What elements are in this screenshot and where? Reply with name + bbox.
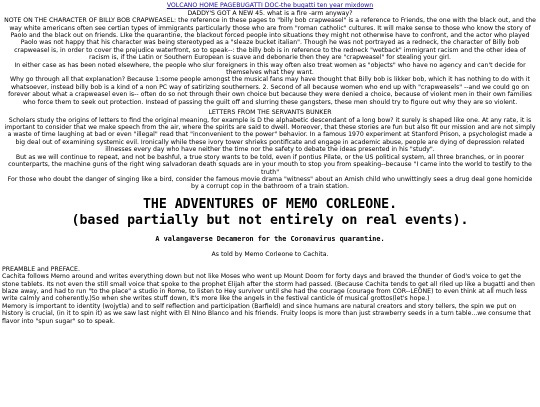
header (0, 2, 540, 10)
bugatti-doc-link[interactable]: BUGATTI DOC-the bugatti ten year mixdown (236, 2, 374, 9)
note-paragraph: In either case as has been noted elsewhere, the people who slur foreigners in this way often also treat women as "objects" who have no agency and can't decide for themselves what they want. (14, 61, 526, 77)
letters-paragraph: Scholars study the origins of letters to find the original meaning, for example is D the alphabetic descendant of a long bow? it surely is shaped like one. At any rate, it is important to consider that we make speech from the air, where the spirits are said to dwell. Moreover, that these stories are fun but also fit our mission and are not simply a waste of time laughing at bad or even "illegal" read that "inconvenient to the power" behavior. In a famous 1970 experiment at Stanford Prison, a psychologist made a big deal out of examining systemic evil. Ironically while these ivory tower shrieks pontificate and engage in academic abuse, people are dying of depression related illnesses every day who have neither the time nor the safety to debate the ideas presented in his "study". (4, 116, 536, 154)
letters-paragraph: But as we will continue to repeat, and not be bashful, a true story wants to be told, even if pontius Pilate, or the US political system, all three branches, or in poorer counterparts, the machine guns of the right wing salvadoran death squads are in your mouth to stop you from speaking--because "I came into the world to testify to the truth" (8, 153, 532, 176)
letters-heading: LETTERS FROM THE SERVANTS BUNKER (208, 109, 332, 117)
told-by-line: As told by Memo Corleone to Cachita. (211, 250, 329, 258)
preamble-heading: PREAMBLE and PREFACE. (2, 265, 80, 273)
preamble-paragraph: Memory is important to identity (wojytla) and to self reflection and participation (Barfield) and since humans are natural creators and story tellers, the spin we put on history is crucial, (in it to spin it) as we saw last night with El NIno Blanco and his friends. Fruity loops is more than just strawberry seeds in a turn table...we consume that flavor into "spun sugar" so to speak. (2, 302, 531, 325)
preamble-paragraph: Cachita follows Memo around and writes everything down but not like Moses who went up Mount Doom for forty days and braved the thunder of God's voice to get the stone tablets. Its not even the still small voice that spoke to the prophet Elijah after the storm had passed. (Because Cachita tends to get all riled up like a bugatti and then blaze away, and had to run "to the place" a studio in Rome, to listen to Hey survivor until she had the courage (courage from COR--LEONE) to even think at all much less write calmly and coherently.)So when she writes stuff down, It's more like the angels in the festival canticle of musical grottos(let's hope.) (2, 273, 535, 303)
page (0, 2, 540, 407)
note-paragraph: Why go through all that explanation? Because 1:some people amongst the musical fans may have thought that Billy bob is likker bob, which it has nothing to do with it whatsoever, instead billy bob is a kind of a non PC way of satirizing southerners. 2. Second of all because women who end up with "crapweasels" --and we could go on forever about what a crapweasel even is-- often do so not through their own choice but because they were denied a choice, because of violent men in their own families who force them to seek out protection. Instead of passing the guilt off and slurring these gangsters, these men should try to figure out why they are so violent. (8, 76, 532, 106)
subtitle: A valangaverse Decameron for the Coronavirus quarantine. (155, 234, 385, 243)
letters-section (0, 117, 540, 191)
main-title-line-1: THE ADVENTURES OF MEMO CORLEONE. (142, 196, 398, 212)
preamble-section (0, 273, 540, 325)
main-title-line-2: (based partially but not entirely on real events). (71, 212, 469, 228)
crapweasel-note (0, 17, 540, 106)
main-title (0, 197, 540, 229)
letters-paragraph: For those who doubt the danger of singing like a bird, consider the famous movie drama "witness" about an Amish child who unwittingly sees a drug deal gone homicide by a corrupt cop in the bathroom of a train station. (7, 175, 533, 191)
subhead: DADDY'S GOT A NEW 45. what is a fire -arm anyway? (187, 9, 353, 17)
note-paragraph: NOTE ON THE CHARACTER OF BILLY BOB CRAPWEASEL: the reference in these pages to "billy bob crapweasel" is a reference to Friends, the one with the black out, and the way white americans often see certian types of immigrants particularly those who are from "roman catholic" cultures. It will make sense to those who know the story of Paolo and the black out on friends. LIke the quarantine, the blackout forced people into situations they might not otherwise have to confront, and the actor who played Paolo was not happy that his character was being stereotyped as a "sleaze bucket italian". Though he was not portrayed as a redneck, the character of Billy bob crapweasel is, in order to cover the prejudice waterfront, so to speak--: the billy bob is in reference to the redneck "wetback" immigrant racism and the other idea of racism is, if the Latin or Southern European is suave and debonarie then they are "crapweasel" for stealing your girl. (4, 17, 536, 62)
volcano-home-link[interactable]: VOLCANO HOME PAGE (166, 2, 237, 9)
